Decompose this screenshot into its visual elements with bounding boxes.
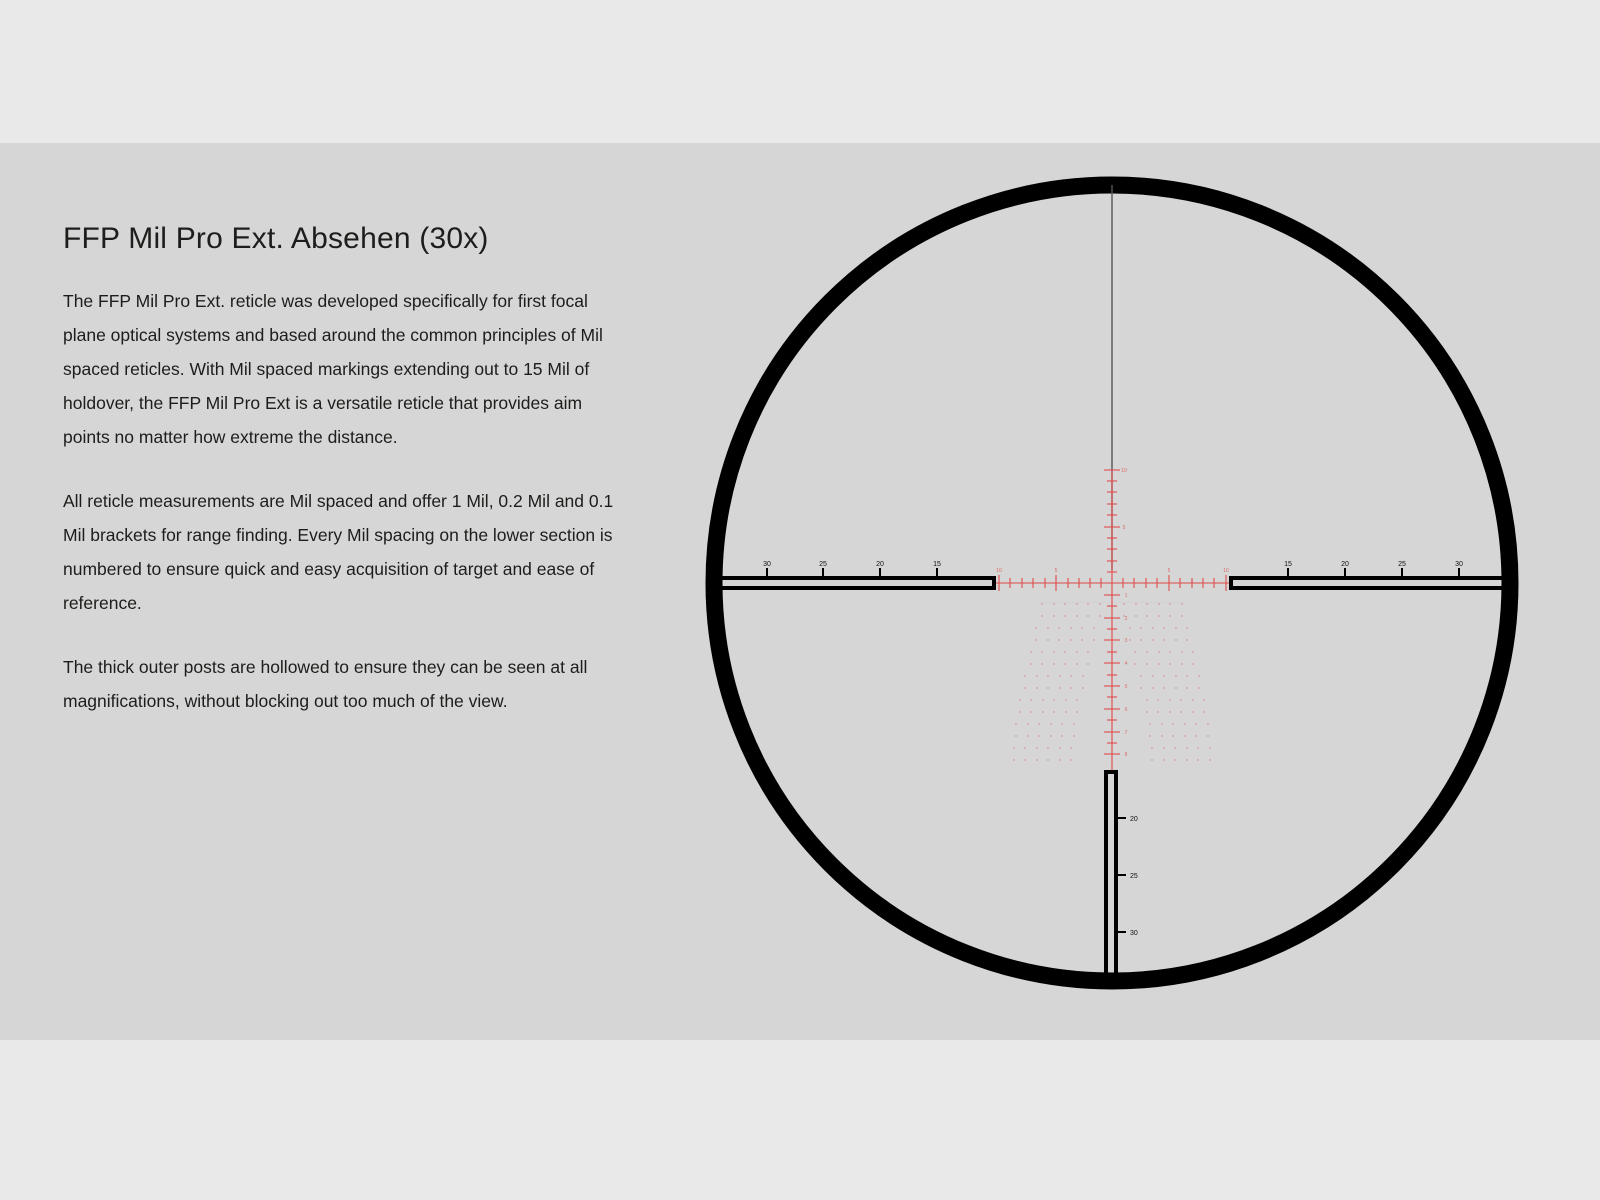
svg-text:5: 5 (1167, 568, 1171, 574)
description-paragraph-2: All reticle measurements are Mil spaced and offer 1 Mil, 0.2 Mil and 0.1 Mil brackets for range finding. Every Mil spacing on the lower section is numbered to ensure quick and easy acquisition of target and ease of reference. (63, 491, 614, 613)
right-post-labels (1284, 561, 1463, 576)
svg-text:20: 20 (1341, 561, 1349, 568)
svg-text:5: 5 (1122, 525, 1126, 531)
mil-scale (996, 470, 1229, 770)
description-paragraph-1: The FFP Mil Pro Ext. reticle was developed specifically for first focal plane optical systems and based around the common principles of Mil spaced reticles. With Mil spaced markings extending out to 15 Mil of holdover, the FFP Mil Pro Ext is a versatile reticle that provides aim points no matter how extreme the distance. (63, 291, 603, 447)
svg-text:30: 30 (1130, 930, 1138, 937)
svg-text:5: 5 (1124, 684, 1128, 690)
svg-text:25: 25 (1398, 561, 1406, 568)
reticle-svg (690, 170, 1535, 1000)
svg-text:25: 25 (1130, 873, 1138, 880)
svg-text:10: 10 (996, 568, 1002, 574)
svg-text:15: 15 (1284, 561, 1292, 568)
lower-mil-numbers (1125, 593, 1128, 758)
svg-text:30: 30 (763, 561, 771, 568)
page-title: FFP Mil Pro Ext. Absehen (30x) (63, 222, 489, 255)
left-post-labels (763, 561, 941, 576)
description-paragraph-3: The thick outer posts are hollowed to ensure they can be seen at all magnifications, without blocking out too much of the view. (63, 657, 588, 711)
svg-text:10: 10 (1121, 468, 1127, 474)
svg-text:20: 20 (876, 561, 884, 568)
svg-text:1: 1 (1124, 593, 1128, 599)
svg-text:25: 25 (819, 561, 827, 568)
svg-text:15: 15 (933, 561, 941, 568)
scope-illustration (690, 170, 1535, 1000)
svg-text:3: 3 (1124, 638, 1128, 644)
svg-text:2: 2 (1124, 616, 1128, 622)
svg-text:20: 20 (1130, 816, 1138, 823)
description-column (63, 222, 633, 748)
svg-text:30: 30 (1455, 561, 1463, 568)
svg-text:6: 6 (1124, 707, 1128, 713)
svg-text:8: 8 (1124, 752, 1128, 758)
svg-text:10: 10 (1223, 568, 1229, 574)
svg-text:4: 4 (1124, 661, 1128, 667)
svg-text:7: 7 (1124, 730, 1128, 736)
bottom-post-labels (1118, 816, 1138, 937)
svg-text:5: 5 (1054, 568, 1058, 574)
